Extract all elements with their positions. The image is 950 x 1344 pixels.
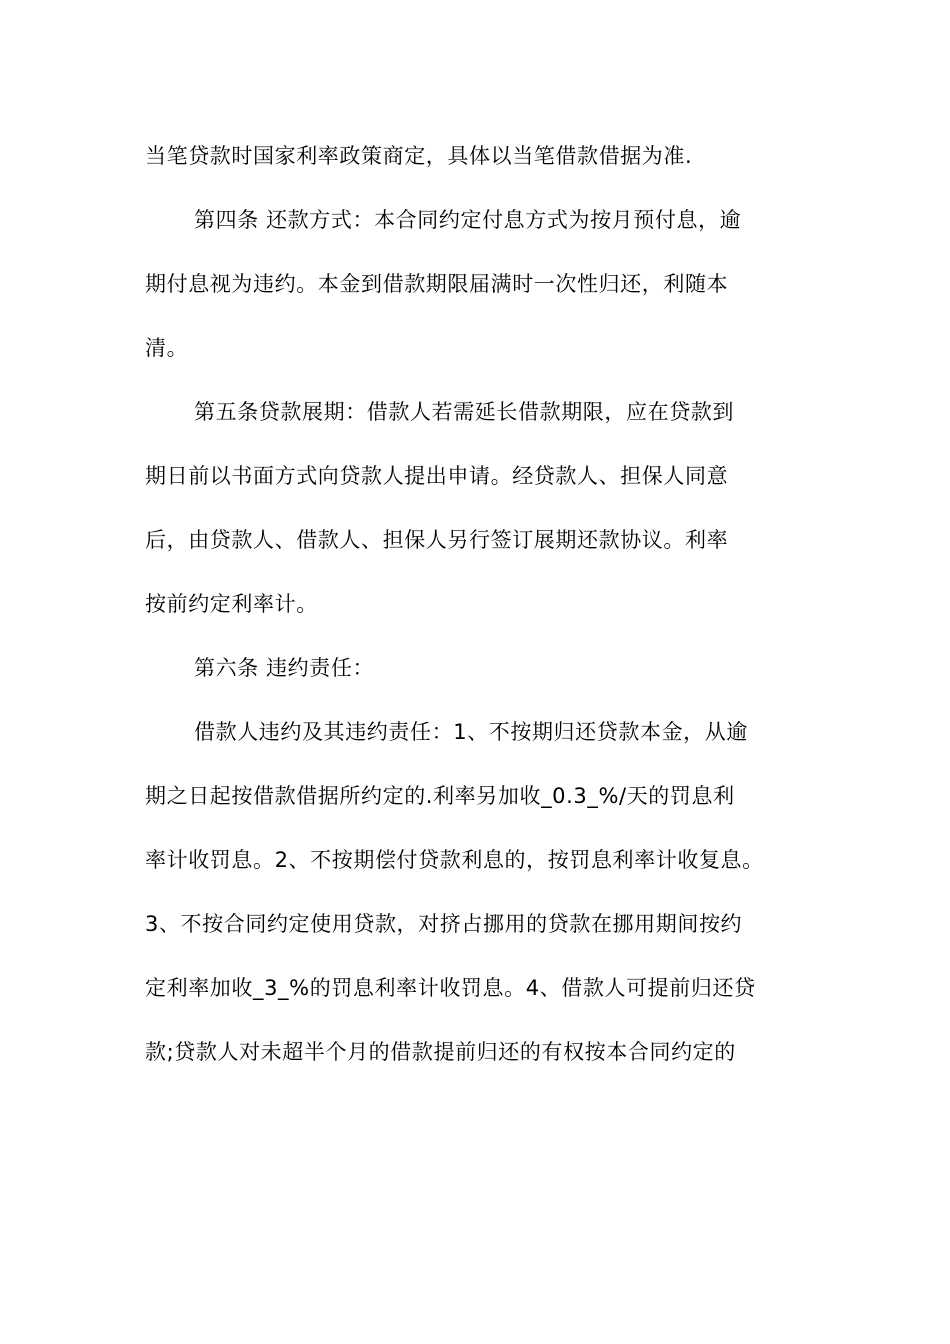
text-line: 定利率加收_3_%的罚息利率计收罚息。4、借款人可提前归还贷 xyxy=(145,976,756,1000)
text-line: 第五条贷款展期：借款人若需延长借款期限，应在贷款到 xyxy=(194,400,734,424)
text-line: 3、不按合同约定使用贷款，对挤占挪用的贷款在挪用期间按约 xyxy=(145,912,743,936)
text-line: 款;贷款人对未超半个月的借款提前归还的有权按本合同约定的 xyxy=(145,1040,736,1064)
text-line: 期日前以书面方式向贷款人提出申请。经贷款人、担保人同意 xyxy=(145,464,729,488)
text-line: 后，由贷款人、借款人、担保人另行签订展期还款协议。利率 xyxy=(145,528,729,552)
text-line: 借款人违约及其违约责任：1、不按期归还贷款本金，从逾 xyxy=(194,720,748,744)
text-line: 第四条 还款方式：本合同约定付息方式为按月预付息，逾 xyxy=(194,208,742,232)
text-line: 当笔贷款时国家利率政策商定，具体以当笔借款借据为准. xyxy=(145,144,693,168)
contract-text-body xyxy=(145,124,815,1084)
text-line: 率计收罚息。2、不按期偿付贷款利息的，按罚息利率计收复息。 xyxy=(145,848,764,872)
text-line: 期付息视为违约。本金到借款期限届满时一次性归还，利随本 xyxy=(145,272,729,296)
text-line: 清。 xyxy=(145,336,189,360)
text-line: 按前约定利率计。 xyxy=(145,592,318,616)
text-line: 第六条 违约责任： xyxy=(194,656,375,680)
text-line: 期之日起按借款借据所约定的.利率另加收_0.3_%/天的罚息利 xyxy=(145,784,735,808)
